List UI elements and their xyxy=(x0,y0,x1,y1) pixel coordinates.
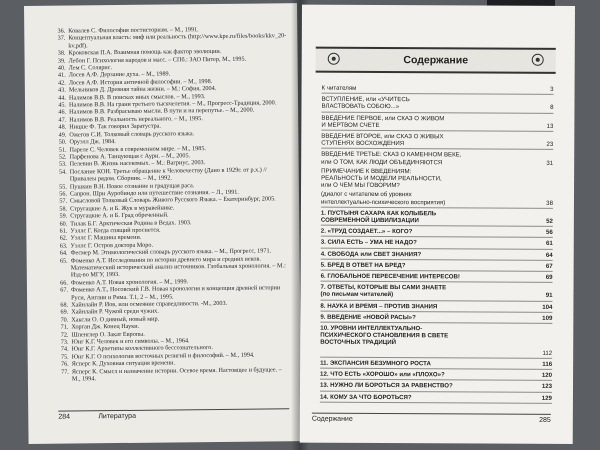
toc-entry-title: 9. ВВЕДЕНИЕ «НОВОЙ РАСЫ»? xyxy=(320,313,416,322)
toc-list xyxy=(320,83,554,404)
toc-entry-title: К читателям xyxy=(321,84,357,92)
entry-number: 51. xyxy=(58,146,67,154)
toc-entry-title: 2. «ТРУД СОЗДАЕТ...» – КОГО? xyxy=(320,227,413,236)
entry-text: Мельников Д. Древняя тайна жизни. – М.: София, 2004. xyxy=(68,85,217,94)
entry-number: 45. xyxy=(58,101,67,109)
entry-text: Хайнлайн Р. Чужой среди чужих. xyxy=(71,308,159,316)
entry-text: Фесмер М. Этимологический словарь русского языка. – М., Прогресс, 1971. xyxy=(70,247,272,257)
entry-number: 75. xyxy=(60,353,69,361)
entry-number: 43. xyxy=(58,86,66,94)
entry-text: Парфенова А. Танцующая с Аури. – М., 2005. xyxy=(69,152,191,161)
entry-text: Ясперс К. Духовная ситуация времени. xyxy=(71,359,176,368)
entry-number: 62. xyxy=(59,234,68,243)
entry-text: Налимов В.В. Разбрасываю мысли. В пути и на перепутье. – М., 2000. xyxy=(69,107,255,117)
toc-entry-page: 61 xyxy=(545,240,553,248)
left-page-footer xyxy=(58,408,289,420)
toc-entry-title: 12. ЧТО ЕСТЬ «ХОРОШО» или «ПЛОХО»? xyxy=(320,370,445,379)
toc-entry-page: 52 xyxy=(546,217,553,225)
entry-number: 41. xyxy=(57,72,66,80)
entry-text: Оруэлл Дж. 1984. xyxy=(69,138,116,146)
toc-header xyxy=(316,47,556,74)
entry-number: 63. xyxy=(59,242,68,250)
entry-text: Налимов В.В. В поисках иных смыслов. – М., 1993. xyxy=(68,92,206,102)
entry-text: Ковалев С. Философия постисторизм. – М., 1991. xyxy=(68,26,199,35)
entry-number: 42. xyxy=(58,79,66,87)
toc-entry-page: 3 xyxy=(550,85,554,93)
entry-text: Хайнлайн Р. Иов, или осмеяние справедливости. -М., 2003. xyxy=(71,299,228,309)
entry-number: 74. xyxy=(60,346,69,354)
entry-number: 61. xyxy=(59,227,68,235)
toc-entry-title: ВВЕДЕНИЕ ПЕРВОЕ, или СКАЗ О ЖИВОМ И МЕРТВОМ СЧЕТЕ xyxy=(321,114,445,129)
entry-text: Налимов В.В. На грани третьего тысячелетия. – М., Прогресс-Традиция, 2000. xyxy=(69,99,277,109)
toc-entry-title: 14. КОМУ ЗА ЧТО БОРОТЬСЯ? xyxy=(319,393,412,401)
entry-text: Уэллс Г. Остров доктора Моро. xyxy=(70,241,154,250)
entry-number: 39. xyxy=(57,57,66,65)
toc-entry-title: 4. СВОБОДА или СВЕТ ЗНАНИЯ? xyxy=(320,250,422,258)
entry-number: 49. xyxy=(58,131,67,139)
entry-text: Ницше Ф. Так говорил Заратустра. xyxy=(69,122,162,131)
entry-text: Уэллс Г. Когда спящий проснется. xyxy=(70,226,161,235)
entry-text: Стругацкие А. и Б. Жук в муравейнике. xyxy=(70,204,175,213)
entry-text: Шпенглер О. Закат Европы. xyxy=(71,330,145,339)
left-page-number: 284 xyxy=(58,413,71,421)
ornament-icon xyxy=(532,54,544,66)
toc-entry[interactable] xyxy=(320,323,552,348)
toc-entry-page: 123 xyxy=(541,383,553,391)
toc-entry-page: 23 xyxy=(546,141,554,149)
entry-text: Кроковская П.А. Взаимная помощь как фактор эволюции. xyxy=(68,48,222,57)
entry-number: 55. xyxy=(59,183,67,191)
toc-entry-page: 56 xyxy=(546,229,553,237)
entry-text: Сапрон. Шри Ауробиндо или путешествие сознания. – Л., 1991. xyxy=(69,188,239,198)
toc-entry[interactable] xyxy=(321,112,553,132)
entry-text: Фоменко А.Т., Носовский Г.В. Новая хронология и концепция древней истории Руси, Англии и Рима. Т.1, 2 – М., 1995. xyxy=(70,284,281,302)
entry-number: 54. xyxy=(58,168,67,176)
entry-number: 58. xyxy=(59,205,68,213)
bibliography-entry xyxy=(56,366,292,383)
entry-text: Стругацкие А. и Б. Град обреченный. xyxy=(70,211,169,220)
toc-entry[interactable] xyxy=(321,208,553,228)
entry-number: 48. xyxy=(58,123,67,131)
toc-entry-page: 31 xyxy=(546,159,554,167)
entry-number: 59. xyxy=(59,212,68,220)
entry-text: Лосев А.Ф. Дерзание духа. – М., 1989. xyxy=(68,70,171,79)
bibliography-list xyxy=(52,25,292,383)
entry-text: Ясперс К. Смысл и назначение истории. Осевое время. Настоящее и будущее. – М., 1994. xyxy=(71,366,282,383)
toc-title: Содержание xyxy=(403,54,469,67)
entry-number: 69. xyxy=(60,308,69,317)
entry-text: Смысловой Толковый Словарь Живого Русского Языка. – Екатеринбург, 2005. xyxy=(70,195,276,205)
toc-entry-title: ВСТУПЛЕНИЕ, или «УЧИТЕСЬ ВЛАСТВОВАТЬ СОБОЮ...» xyxy=(321,95,410,111)
right-page-footer xyxy=(312,413,551,424)
entry-text: Пелевин В. Жизнь насекомых. – М.: Вагриус, 2003. xyxy=(69,159,206,168)
entry-text: Уэллс Г. Машина времени. xyxy=(70,234,142,242)
entry-number: 57. xyxy=(59,197,68,205)
toc-entry[interactable] xyxy=(320,282,552,302)
toc-entry-title: 6. ГЛОБАЛЬНОЕ ПЕРЕСЕЧЕНИЕ ИНТЕРЕСОВ! xyxy=(320,272,460,281)
left-page xyxy=(24,3,302,444)
entry-number: 64. xyxy=(59,249,68,257)
toc-entry[interactable] xyxy=(321,131,553,151)
toc-entry-page: 13 xyxy=(546,122,554,130)
entry-number: 68. xyxy=(60,301,69,309)
entry-number: 73. xyxy=(60,338,69,346)
entry-number: 72. xyxy=(60,331,69,339)
entry-number: 36. xyxy=(57,27,66,35)
entry-text: Хорган Дж. Конец Науки. xyxy=(71,323,140,331)
entry-text: Пареле С. Человек в современном мире. – М., 1985. xyxy=(69,144,206,154)
toc-entry-title: 3. СИЛА ЕСТЬ – УМА НЕ НАДО? xyxy=(320,239,417,247)
toc-entry[interactable] xyxy=(321,189,553,209)
toc-entry-title: 8. НАУКА И ВРЕМЯ – ПРОТИВ ЗНАНИЯ xyxy=(320,302,438,310)
entry-text: Юнг К.Г. О психологии восточных религий и философий. – М., 1994. xyxy=(71,351,255,361)
entry-number: 70. xyxy=(60,316,69,324)
toc-entry-page: 109 xyxy=(542,314,553,322)
toc-entry-page: 67 xyxy=(545,262,553,270)
toc-entry-page: 104 xyxy=(542,303,553,311)
entry-text: Ожегов С.И. Толковый словарь русского языка. xyxy=(69,129,195,139)
toc-entry-title: ВВЕДЕНИЕ ТРЕТЬЕ: СКАЗ О КАМЕННОМ ВЕКЕ, или О ТОМ, КАК ЛЮДИ ОБЪЕДИНЯЮТСЯ xyxy=(321,151,462,166)
entry-number: 37. xyxy=(57,34,66,43)
entry-text: Фоменко А.Т. Исследования по истории древнего мира и средних веков. Математический исторический анализ источников. Глобальная хронология. – М.: Изд-во МГУ, 1993. xyxy=(70,255,286,279)
toc-entry-title xyxy=(320,356,530,357)
entry-text: Лосев А.Ф. История античной философии. – М., 1998. xyxy=(68,77,213,87)
toc-entry-title: 1. ПУСТЫНЯ САХАРА КАК КОЛЫБЕЛЬ СОВРЕМЕННОЙ ЦИВИЛИЗАЦИИ xyxy=(320,209,437,225)
entry-text: Лебон Г. Психология народов и масс. – СПб.: ЗАО Питер, М., 1995. xyxy=(68,55,247,65)
entry-number: 60. xyxy=(59,220,68,228)
toc-entry-page: 91 xyxy=(545,292,553,300)
entry-number: 77. xyxy=(61,368,69,376)
toc-entry-page: 129 xyxy=(541,394,552,402)
toc-entry-page: 116 xyxy=(542,360,553,368)
entry-number: 76. xyxy=(60,360,69,368)
entry-text: Лем С. Солярис. xyxy=(68,64,113,72)
toc-entry-page: 8 xyxy=(550,104,554,112)
entry-number: 67. xyxy=(60,286,69,294)
entry-text: Фоменко А.Т. Новая хронология. – М., 1999. xyxy=(70,278,189,287)
entry-text: Тилак Б.Г. Арктическая Родина в Ведах. 1903. xyxy=(70,218,192,228)
entry-text: Хаксли О. О дивный, новый мир. xyxy=(71,315,160,324)
entry-number: 71. xyxy=(60,323,69,331)
entry-number: 44. xyxy=(58,94,66,102)
entry-number: 65. xyxy=(59,257,68,265)
entry-number: 53. xyxy=(58,160,67,168)
entry-text: Пушкин В.Н. Новое сознание и грядущая раса. xyxy=(69,181,195,191)
toc-entry[interactable] xyxy=(321,166,553,191)
entry-number: 56. xyxy=(59,190,68,198)
toc-entry-title: 11. ЭКСПАНСИЯ БЕЗУМНОГО РОСТА xyxy=(320,359,431,368)
right-page xyxy=(300,5,575,444)
toc-entry-title: 13. НУЖНО ЛИ БОРОТЬСЯ ЗА РАВЕНСТВО? xyxy=(319,381,453,390)
right-page-number: 285 xyxy=(539,416,551,424)
entry-number: 66. xyxy=(60,279,68,287)
toc-entry-page: 120 xyxy=(541,371,553,379)
left-page-section: Литература xyxy=(98,412,136,421)
toc-entry-title: 10. УРОВНИ ИНТЕЛЛЕКТУАЛЬНО- ПСИХИЧЕСКОГО СТАНОВЛЕНИЯ В СВЕТЕ ВОСТОЧНЫХ ТРАДИЦИЙ xyxy=(320,324,449,347)
toc-entry[interactable] xyxy=(320,391,552,403)
right-page-section: Содержание xyxy=(311,415,353,423)
ornament-icon xyxy=(328,53,340,65)
entry-number: 50. xyxy=(58,138,67,146)
entry-text: Юнг К.Г. Человек и его символы. – М., 1964. xyxy=(71,337,190,346)
toc-entry-title: 7. ОТВЕТЫ, КОТОРЫЕ ВЫ САМИ ЗНАЕТЕ (по письмам читателей) xyxy=(320,283,447,299)
toc-entry-title: ПРИМЕЧАНИЕ К ВВЕДЕНИЯМ: РЕАЛЬНОСТЬ И МОДЕЛИ РЕАЛЬНОСТИ, или О ЧЕМ МЫ ГОВОРИМ? xyxy=(321,167,442,190)
entry-text: Юнг К.Г. Архетипы коллективного бессознательного. xyxy=(71,344,213,353)
entry-number: 38. xyxy=(57,49,66,57)
toc-entry-title: ВВЕДЕНИЕ ВТОРОЕ, или СКАЗ О ЖИВЫХ СТУПЕНЯХ ВОСХОЖДЕНИЯ xyxy=(321,132,444,148)
toc-entry-page: 112 xyxy=(542,349,553,357)
entry-text: Налимов В.В. Реальность нереального. – М., 1995. xyxy=(69,115,203,124)
entry-number: 52. xyxy=(58,153,67,161)
bibliography-entry xyxy=(55,255,291,280)
toc-entry-title: 5. БРЕД В ОТВЕТ НА БРЕД? xyxy=(320,261,406,269)
toc-entry-title: (диалог с читателем об уровнях интеллектуально-психического восприятия) xyxy=(320,191,446,206)
entry-number: 47. xyxy=(58,116,67,124)
toc-entry-page: 69 xyxy=(545,273,553,281)
entry-number: 46. xyxy=(58,109,67,117)
entry-text: Концептуальная власть: миф или реальность (http://www.kpe.ru/files/books/kkv_20-kv.pdf). xyxy=(68,32,287,50)
entry-number: 40. xyxy=(57,64,66,72)
toc-entry[interactable] xyxy=(321,149,553,167)
toc-entry[interactable] xyxy=(321,94,553,114)
entry-text: Послание КОН. Третье обращение к Человечеству (Дано в 1929г. от р.х.) //Привалеы рядом. Сборник. – М., 1992. xyxy=(69,166,267,183)
toc-entry-page: 38 xyxy=(546,199,553,207)
toc-entry-page: 64 xyxy=(545,251,553,259)
